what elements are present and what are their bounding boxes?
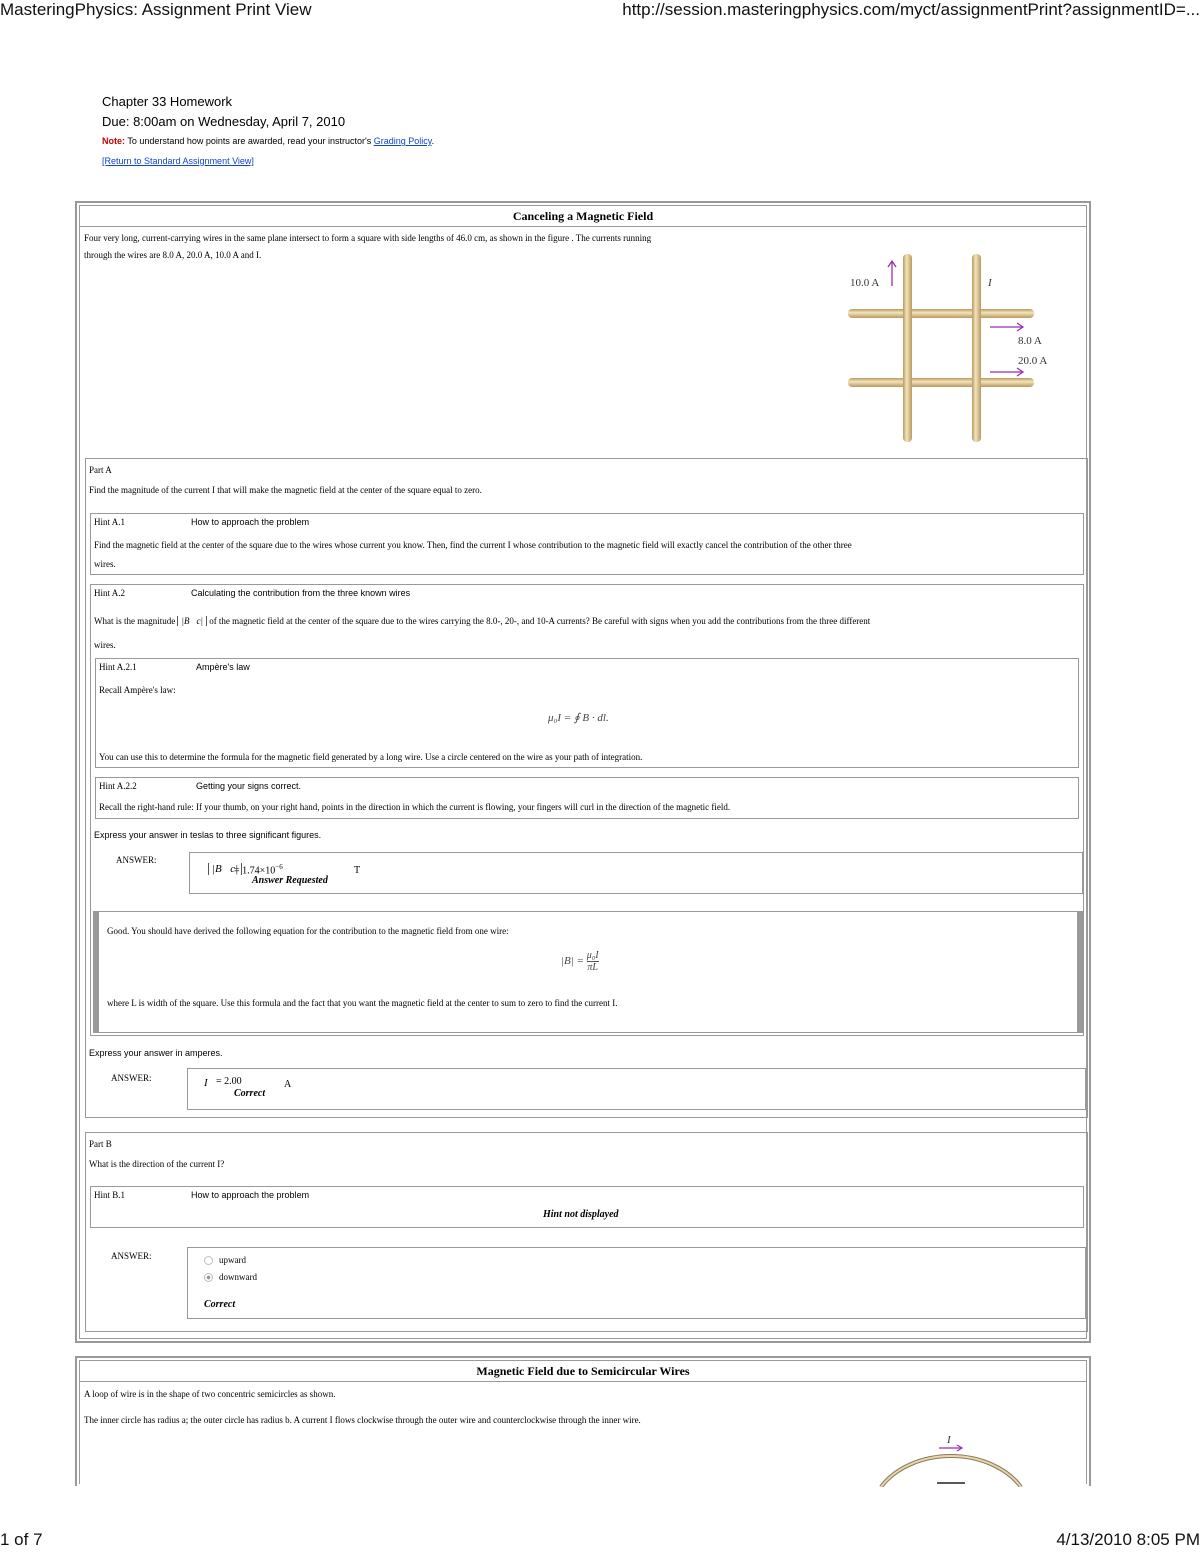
chapter-title: Chapter 33 Homework — [102, 94, 233, 109]
problem-statement — [84, 230, 824, 264]
answer-bc-symbol: |B⃗c| — [208, 863, 242, 875]
part-b-question: What is the direction of the current I? — [89, 1159, 225, 1169]
hint-b1-label: Hint B.1 — [94, 1190, 126, 1200]
part-a-express: Express your answer in amperes. — [89, 1048, 223, 1058]
print-datetime: 4/13/2010 8:05 PM — [1056, 1530, 1200, 1549]
hint-a2-label: Hint A.2 — [94, 588, 126, 598]
label-i: I — [988, 277, 992, 289]
print-header — [0, 0, 1200, 24]
option-upward[interactable] — [204, 1251, 246, 1269]
semicircle-figure — [875, 1431, 1035, 1487]
field-formula-num: μ₀I — [586, 950, 599, 961]
part-b-answer-box — [187, 1247, 1086, 1319]
print-page-title: MasteringPhysics: Assignment Print View — [0, 0, 312, 19]
hint-a22-title[interactable]: Getting your signs correct. — [196, 781, 302, 791]
hint-a2-answer-label: ANSWER: — [116, 855, 157, 865]
hint-a1-title[interactable]: How to approach the problem — [191, 517, 310, 527]
assignment-intro — [102, 92, 434, 168]
label-20a: 20.0 A — [1018, 355, 1048, 367]
feedback-box — [93, 911, 1083, 1033]
feedback-text-1: Good. You should have derived the following equation for the contribution to the magnetic field from one wire: — [107, 926, 509, 936]
option-downward[interactable] — [204, 1268, 257, 1286]
label-10a: 10.0 A — [850, 277, 880, 289]
due-date: Due: 8:00am on Wednesday, April 7, 2010 — [102, 114, 346, 129]
part-a-question: Find the magnitude of the current I that will make the magnetic field at the center of the square equal to zero. — [89, 485, 482, 495]
problem-semicircular-wires — [75, 1356, 1091, 1486]
problem-canceling-magnetic-field — [75, 201, 1091, 1343]
note-text: To understand how points are awarded, read your instructor's — [125, 136, 374, 146]
statement-line-2: through the wires are 8.0 A, 20.0 A, 10.0 A and I. — [84, 250, 262, 260]
print-page-number: 1 of 7 — [0, 1530, 43, 1549]
answer-bc-status: Answer Requested — [252, 875, 328, 886]
radio-upward[interactable] — [204, 1256, 213, 1265]
print-page-url: http://session.masteringphysics.com/myct/assignmentPrint?assignmentID=... — [622, 0, 1200, 19]
grading-policy-link[interactable]: Grading Policy — [373, 136, 432, 146]
hint-b1-title[interactable]: How to approach the problem — [191, 1190, 310, 1200]
vertical-wire-left — [903, 254, 912, 442]
hint-a2 — [90, 584, 1084, 1036]
part-a-answer-label: ANSWER: — [111, 1073, 152, 1083]
answer-i-unit: A — [284, 1079, 292, 1090]
hint-a21-label: Hint A.2.1 — [99, 662, 137, 672]
answer-i-symbol: I — [204, 1077, 208, 1089]
hint-a2-text-b: of the magnetic field at the center of the square due to the wires carrying the 8.0-, 20-, and 10-A currents? Be careful with signs when you add the contributions from the three different — [209, 616, 871, 626]
hint-a22-label: Hint A.2.2 — [99, 781, 137, 791]
note-label: Note: — [102, 136, 125, 146]
option-downward-label: downward — [219, 1272, 257, 1282]
problem2-statement-1: A loop of wire is in the shape of two concentric semicircles as shown. — [84, 1389, 336, 1399]
hint-a1 — [90, 513, 1084, 575]
answer-i-value: = 2.00 — [216, 1076, 242, 1087]
part-a-label: Part A — [89, 465, 112, 475]
problem2-title: Magnetic Field due to Semicircular Wires — [80, 1361, 1086, 1382]
radio-downward[interactable] — [204, 1273, 213, 1282]
field-formula-lhs: |B| = — [561, 955, 584, 968]
hint-a1-text — [94, 536, 1079, 574]
answer-bc-exponent: −6 — [275, 863, 283, 871]
feedback-text-2: where L is width of the square. Use this formula and the fact that you want the magnetic field at the center to sum to zero to find the current I. — [107, 998, 618, 1008]
part-a-answer-box — [187, 1068, 1086, 1110]
answer-bc-unit: T — [354, 865, 361, 876]
part-b — [85, 1132, 1088, 1332]
hint-a22 — [95, 777, 1079, 819]
hint-b1-status: Hint not displayed — [543, 1209, 619, 1220]
part-a — [85, 458, 1088, 1118]
hint-a2-text-a: What is the magnitude — [94, 616, 176, 626]
hint-a21-recall: Recall Ampère's law: — [99, 685, 176, 695]
hint-a2-line-1 — [94, 609, 1079, 633]
part-b-label: Part B — [89, 1139, 112, 1149]
hint-a1-line-1: Find the magnetic field at the center of the square due to the wires whose current you know. Then, find the current I whose contribution to the magnetic field will exactly cancel the contribution of the other three — [94, 540, 852, 550]
field-formula-den: πL — [587, 962, 598, 973]
hint-a21 — [95, 658, 1079, 768]
print-footer — [0, 1530, 1200, 1554]
option-upward-label: upward — [219, 1255, 246, 1265]
semicircle-label-i: I — [947, 1434, 951, 1446]
hint-a2-line-2: wires. — [94, 640, 116, 650]
grading-note — [102, 134, 434, 148]
return-standard-view-link[interactable]: [Return to Standard Assignment View] — [102, 156, 254, 166]
answer-bc-mantissa: = 1.74×10 — [234, 865, 276, 877]
horizontal-wire-bottom — [848, 378, 1034, 387]
part-b-status: Correct — [204, 1299, 236, 1310]
label-8a: 8.0 A — [1018, 335, 1042, 347]
hint-a21-text: You can use this to determine the formula for the magnetic field generated by a long wire. Use a circle centered on the wire as your path of integration. — [99, 752, 643, 762]
answer-i-status: Correct — [234, 1088, 266, 1099]
amperes-law-formula: μ₀I = ∮ B · dl. — [548, 712, 609, 724]
field-formula — [561, 950, 599, 973]
problem-title: Canceling a Magnetic Field — [80, 206, 1086, 227]
bc-symbol: |B⃗c| — [177, 616, 206, 626]
hint-a1-label: Hint A.1 — [94, 517, 126, 527]
statement-line-1: Four very long, current-carrying wires in the same plane intersect to form a square with side lengths of 46.0 cm, as shown in the figure . The currents running — [84, 233, 652, 243]
note-end: . — [431, 136, 435, 146]
hint-b1 — [90, 1186, 1084, 1228]
hint-a22-text: Recall the right-hand rule: If your thumb, on your right hand, points in the direction in which the current is flowing, your fingers will curl in the direction of the magnetic field. — [99, 802, 731, 812]
hint-a2-answer-box — [189, 852, 1083, 894]
part-b-answer-label: ANSWER: — [111, 1251, 152, 1261]
vertical-wire-right — [972, 254, 981, 442]
hint-a21-title[interactable]: Ampère's law — [196, 662, 250, 672]
wires-figure — [842, 250, 1072, 446]
hint-a1-line-2: wires. — [94, 559, 116, 569]
horizontal-wire-top — [848, 309, 1034, 318]
problem2-statement-2: The inner circle has radius a; the outer circle has radius b. A current I flows clockwise through the outer wire and counterclockwise through the inner wire. — [84, 1415, 641, 1425]
hint-a2-text — [94, 609, 1079, 657]
hint-a2-express: Express your answer in teslas to three significant figures. — [94, 830, 322, 840]
hint-a2-title[interactable]: Calculating the contribution from the three known wires — [191, 588, 411, 598]
